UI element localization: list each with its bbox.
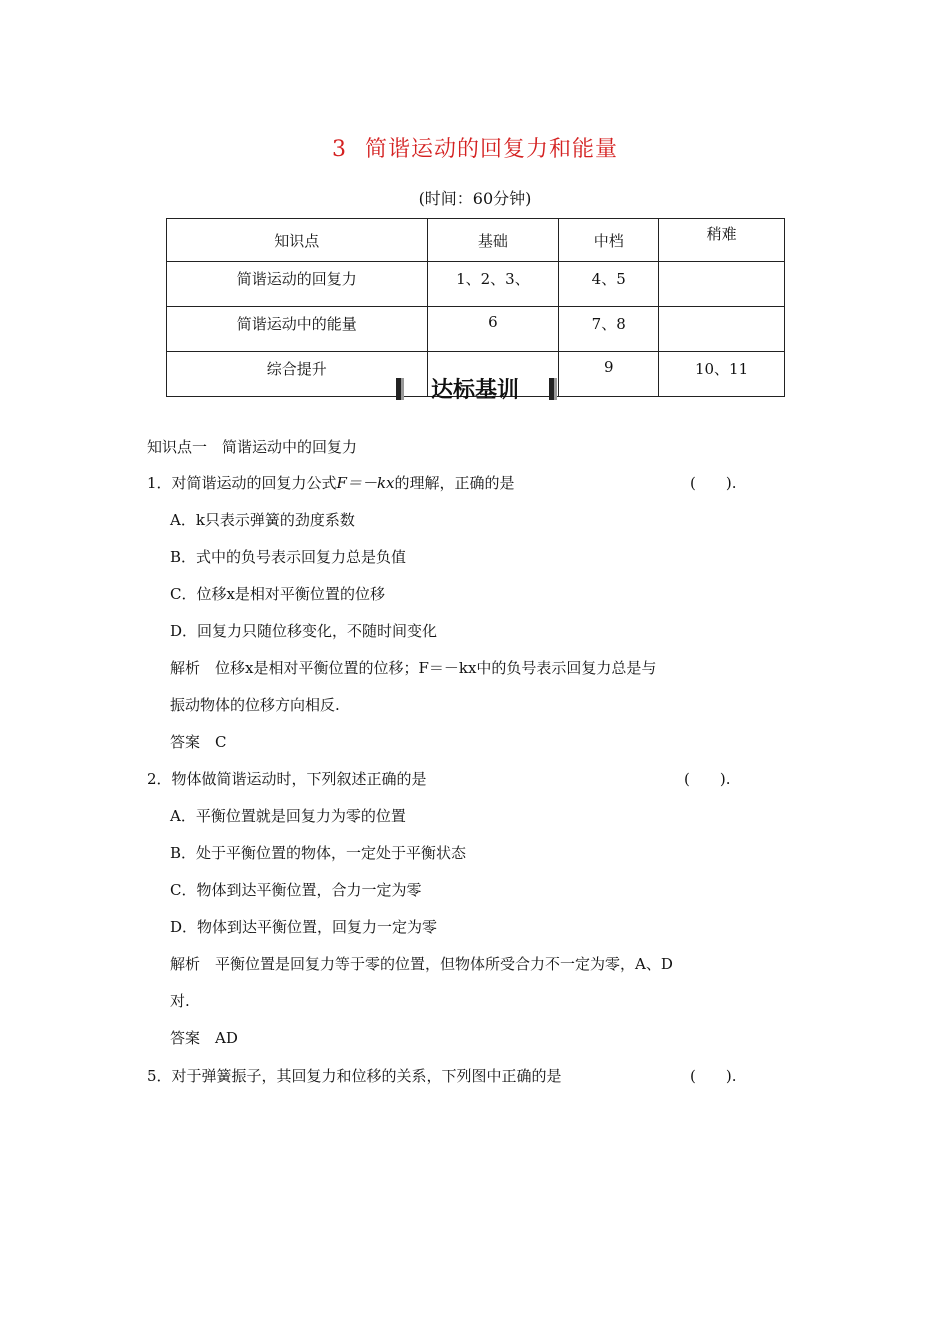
title-text: 简谐运动的回复力和能量 [364, 137, 618, 162]
q1-option-a: A．k只表示弹簧的劲度系数 [170, 511, 355, 529]
time-subtitle: (时间：60分钟) [418, 189, 532, 208]
title-number: 3 [331, 137, 347, 162]
q1-option-d: D．回复力只随位移变化，不随时间变化 [170, 622, 438, 640]
table-cell: 6 [427, 307, 559, 352]
table-cell: 7、8 [559, 307, 659, 352]
q2-option-c: C．物体到达平衡位置，合力一定为零 [170, 881, 422, 899]
q2-analysis: 解析 平衡位置是回复力等于零的位置，但物体所受合力不一定为零，A、D [170, 955, 673, 973]
q1-stem-part: 1．对简谐运动的回复力公式 [147, 474, 337, 492]
table-cell: 10、11 [659, 352, 785, 397]
q1-option-c: C．位移x是相对平衡位置的位移 [170, 585, 385, 603]
question-2-stem: 2．物体做简谐运动时，下列叙述正确的是 [147, 770, 427, 788]
q1-stem-part: 的理解，正确的是 [394, 474, 515, 492]
table-header: 基础 [427, 219, 559, 262]
table-row [167, 262, 785, 307]
banner-text: 达标基训 [430, 378, 519, 403]
q1-formula: F＝－kx [336, 474, 395, 492]
table-cell: 简谐运动中的能量 [167, 307, 428, 352]
q1-option-b: B．式中的负号表示回复力总是负值 [170, 548, 407, 566]
q2-analysis-cont: 对. [170, 992, 190, 1010]
q1-answer-paren: ( ). [690, 474, 737, 492]
table-header: 中档 [559, 219, 659, 262]
table-cell: 4、5 [559, 262, 659, 307]
section-heading: 知识点一 简谐运动中的回复力 [147, 438, 358, 456]
q1-analysis: 解析 位移x是相对平衡位置的位移；F＝－kx中的负号表示回复力总是与 [170, 659, 657, 677]
section-banner [0, 373, 950, 404]
question-1-stem [147, 472, 515, 493]
table-cell: 综合提升 [167, 352, 428, 397]
q2-option-a: A．平衡位置就是回复力为零的位置 [170, 807, 406, 825]
page-title [0, 132, 950, 163]
table-cell: 9 [559, 352, 659, 397]
q1-analysis-cont: 振动物体的位移方向相反. [170, 696, 340, 714]
q2-option-d: D．物体到达平衡位置，回复力一定为零 [170, 918, 438, 936]
q1-answer: 答案 C [170, 733, 227, 751]
table-cell: 1、2、3、 [427, 262, 559, 307]
banner-bar-left [396, 378, 401, 400]
q5-answer-paren: ( ). [690, 1067, 737, 1085]
banner-bar-right [549, 378, 554, 400]
table-header: 知识点 [167, 219, 428, 262]
knowledge-table [166, 218, 785, 397]
table-cell [659, 262, 785, 307]
table-cell [659, 307, 785, 352]
table-header-row [167, 219, 785, 262]
table-row [167, 307, 785, 352]
question-5-stem: 5．对于弹簧振子，其回复力和位移的关系，下列图中正确的是 [147, 1067, 562, 1085]
table-cell: 简谐运动的回复力 [167, 262, 428, 307]
q2-answer: 答案 AD [170, 1029, 238, 1047]
table-header: 稍难 [659, 219, 785, 262]
q2-answer-paren: ( ). [684, 770, 731, 788]
q2-option-b: B．处于平衡位置的物体，一定处于平衡状态 [170, 844, 467, 862]
